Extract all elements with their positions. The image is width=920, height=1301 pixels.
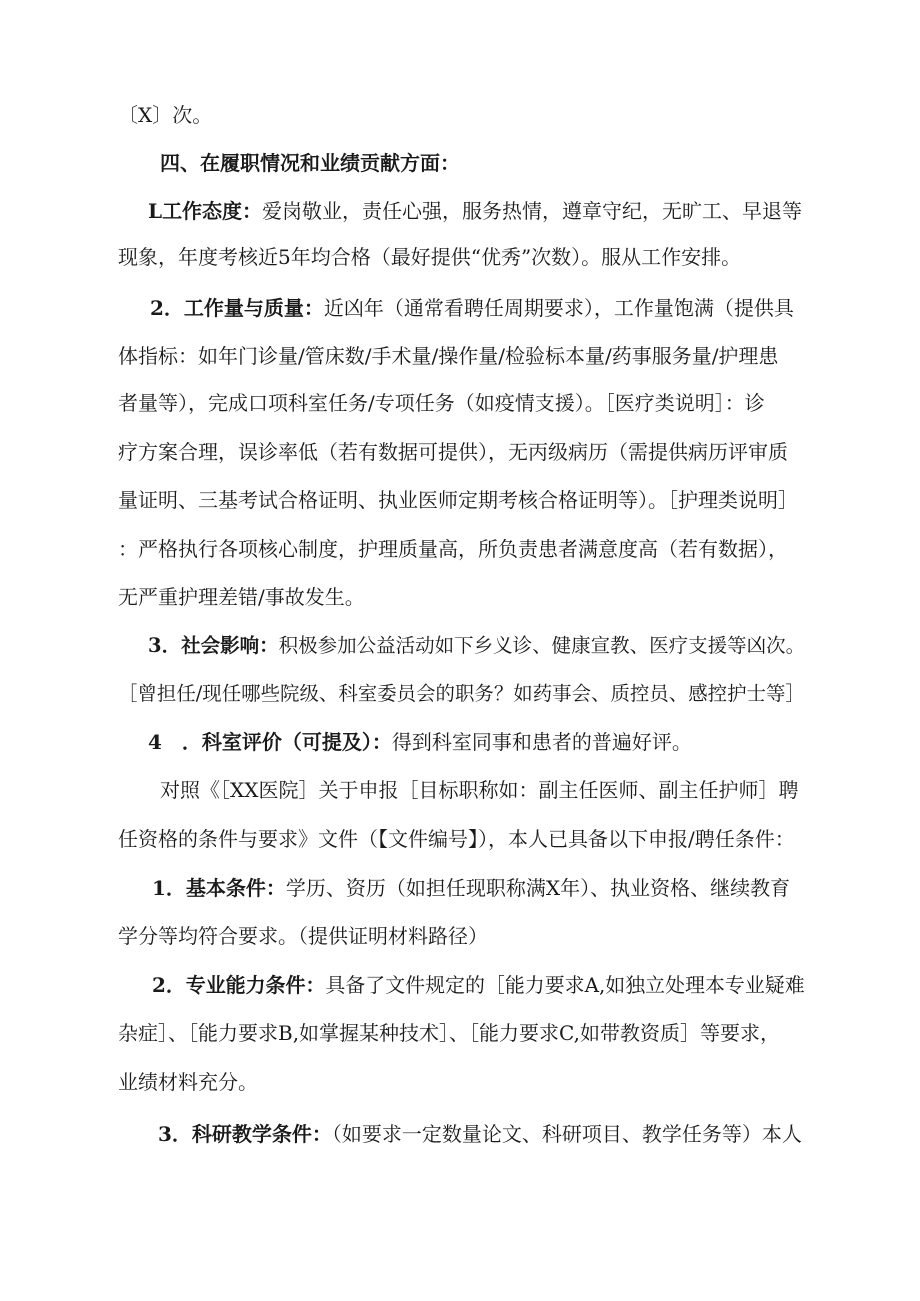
line-text: 无严重护理差错/事故发生。 (118, 585, 365, 609)
line-text: 业绩材料充分。 (118, 1070, 258, 1094)
line-text: 杂症］、［能力要求B,如掌握某种技术］、［能力要求C,如带教资质］等要求， (118, 1021, 781, 1045)
line-text: 〔X〕次。 (118, 103, 213, 127)
text-line (0, 102, 920, 128)
text-line (0, 536, 920, 562)
line-text: 学历、资历（如担任现职称满X年）、执业资格、继续教育 (285, 876, 791, 900)
text-line (0, 244, 920, 270)
line-text: 具备了文件规定的［能力要求A,如独立处理本专业疑难 (325, 973, 805, 997)
line-text: 疗方案合理，误诊率低（若有数据可提供），无丙级病历（需提供病历评审质 (118, 440, 788, 464)
text-line (0, 923, 920, 949)
heading-text: 四、在履职情况和业绩贡献方面： (160, 151, 460, 175)
text-line (0, 343, 920, 369)
line-text: 对照《［XX医院］关于申报［目标职称如：副主任医师、副主任护师］聘 (160, 778, 799, 802)
text-line (0, 295, 920, 321)
text-line (0, 584, 920, 610)
item-lead: 4 ．科室评价（可提及）： (148, 730, 392, 754)
text-line (0, 972, 920, 998)
text-line (0, 681, 920, 707)
text-line (0, 487, 920, 513)
line-text: 者量等），完成口项科室任务/专项任务（如疫情支援）。［医疗类说明］：诊 (118, 391, 765, 415)
item-lead: 1．基本条件： (152, 876, 286, 900)
line-text: 量证明、三基考试合格证明、执业医师定期考核合格证明等）。［护理类说明］ (118, 488, 798, 512)
text-line (0, 875, 920, 901)
line-text: （如要求一定数量论文、科研项目、教学任务等）本人 (331, 1122, 802, 1146)
item-lead: L工作态度： (148, 199, 263, 223)
text-line (0, 777, 920, 803)
section-heading (0, 150, 920, 176)
text-line (0, 1069, 920, 1095)
line-text: 积极参加公益活动如下乡义诊、健康宣教、医疗支援等凶次。 (278, 634, 806, 657)
text-line (0, 390, 920, 416)
line-text: 现象，年度考核近5年均合格（最好提供“优秀”次数）。服从工作安排。 (118, 245, 742, 269)
item-lead: 2．工作量与质量： (150, 296, 324, 320)
line-text: 体指标：如年门诊量/管床数/手术量/操作量/检验标本量/药事服务量/护理患 (118, 344, 779, 368)
line-text: 学分等均符合要求。（提供证明材料路径） (118, 924, 488, 948)
line-text: ：严格执行各项核心制度，护理质量高，所负责患者满意度高（若有数据）， (118, 537, 788, 561)
line-text: 任资格的条件与要求》文件（【文件编号】），本人已具备以下申报/聘任条件： (118, 827, 795, 851)
line-text: ［曾担任/现任哪些院级、科室委员会的职务？如药事会、质控员、感控护士等］ (118, 682, 805, 705)
line-text: 近凶年（通常看聘任周期要求），工作量饱满（提供具 (323, 296, 794, 320)
text-line (0, 439, 920, 465)
text-line (0, 633, 920, 659)
text-line (0, 826, 920, 852)
text-line (0, 198, 920, 224)
text-line (0, 1020, 920, 1046)
item-lead: 3．社会影响： (148, 634, 279, 657)
line-text: 爱岗敬业，责任心强，服务热情，遵章守纪，无旷工、早退等 (262, 199, 803, 223)
line-text: 得到科室同事和患者的普遍好评。 (391, 730, 692, 754)
item-lead: 2．专业能力条件： (152, 973, 326, 997)
item-lead: 3．科研教学条件： (158, 1122, 332, 1146)
text-line (0, 1121, 920, 1147)
text-line (0, 729, 920, 755)
